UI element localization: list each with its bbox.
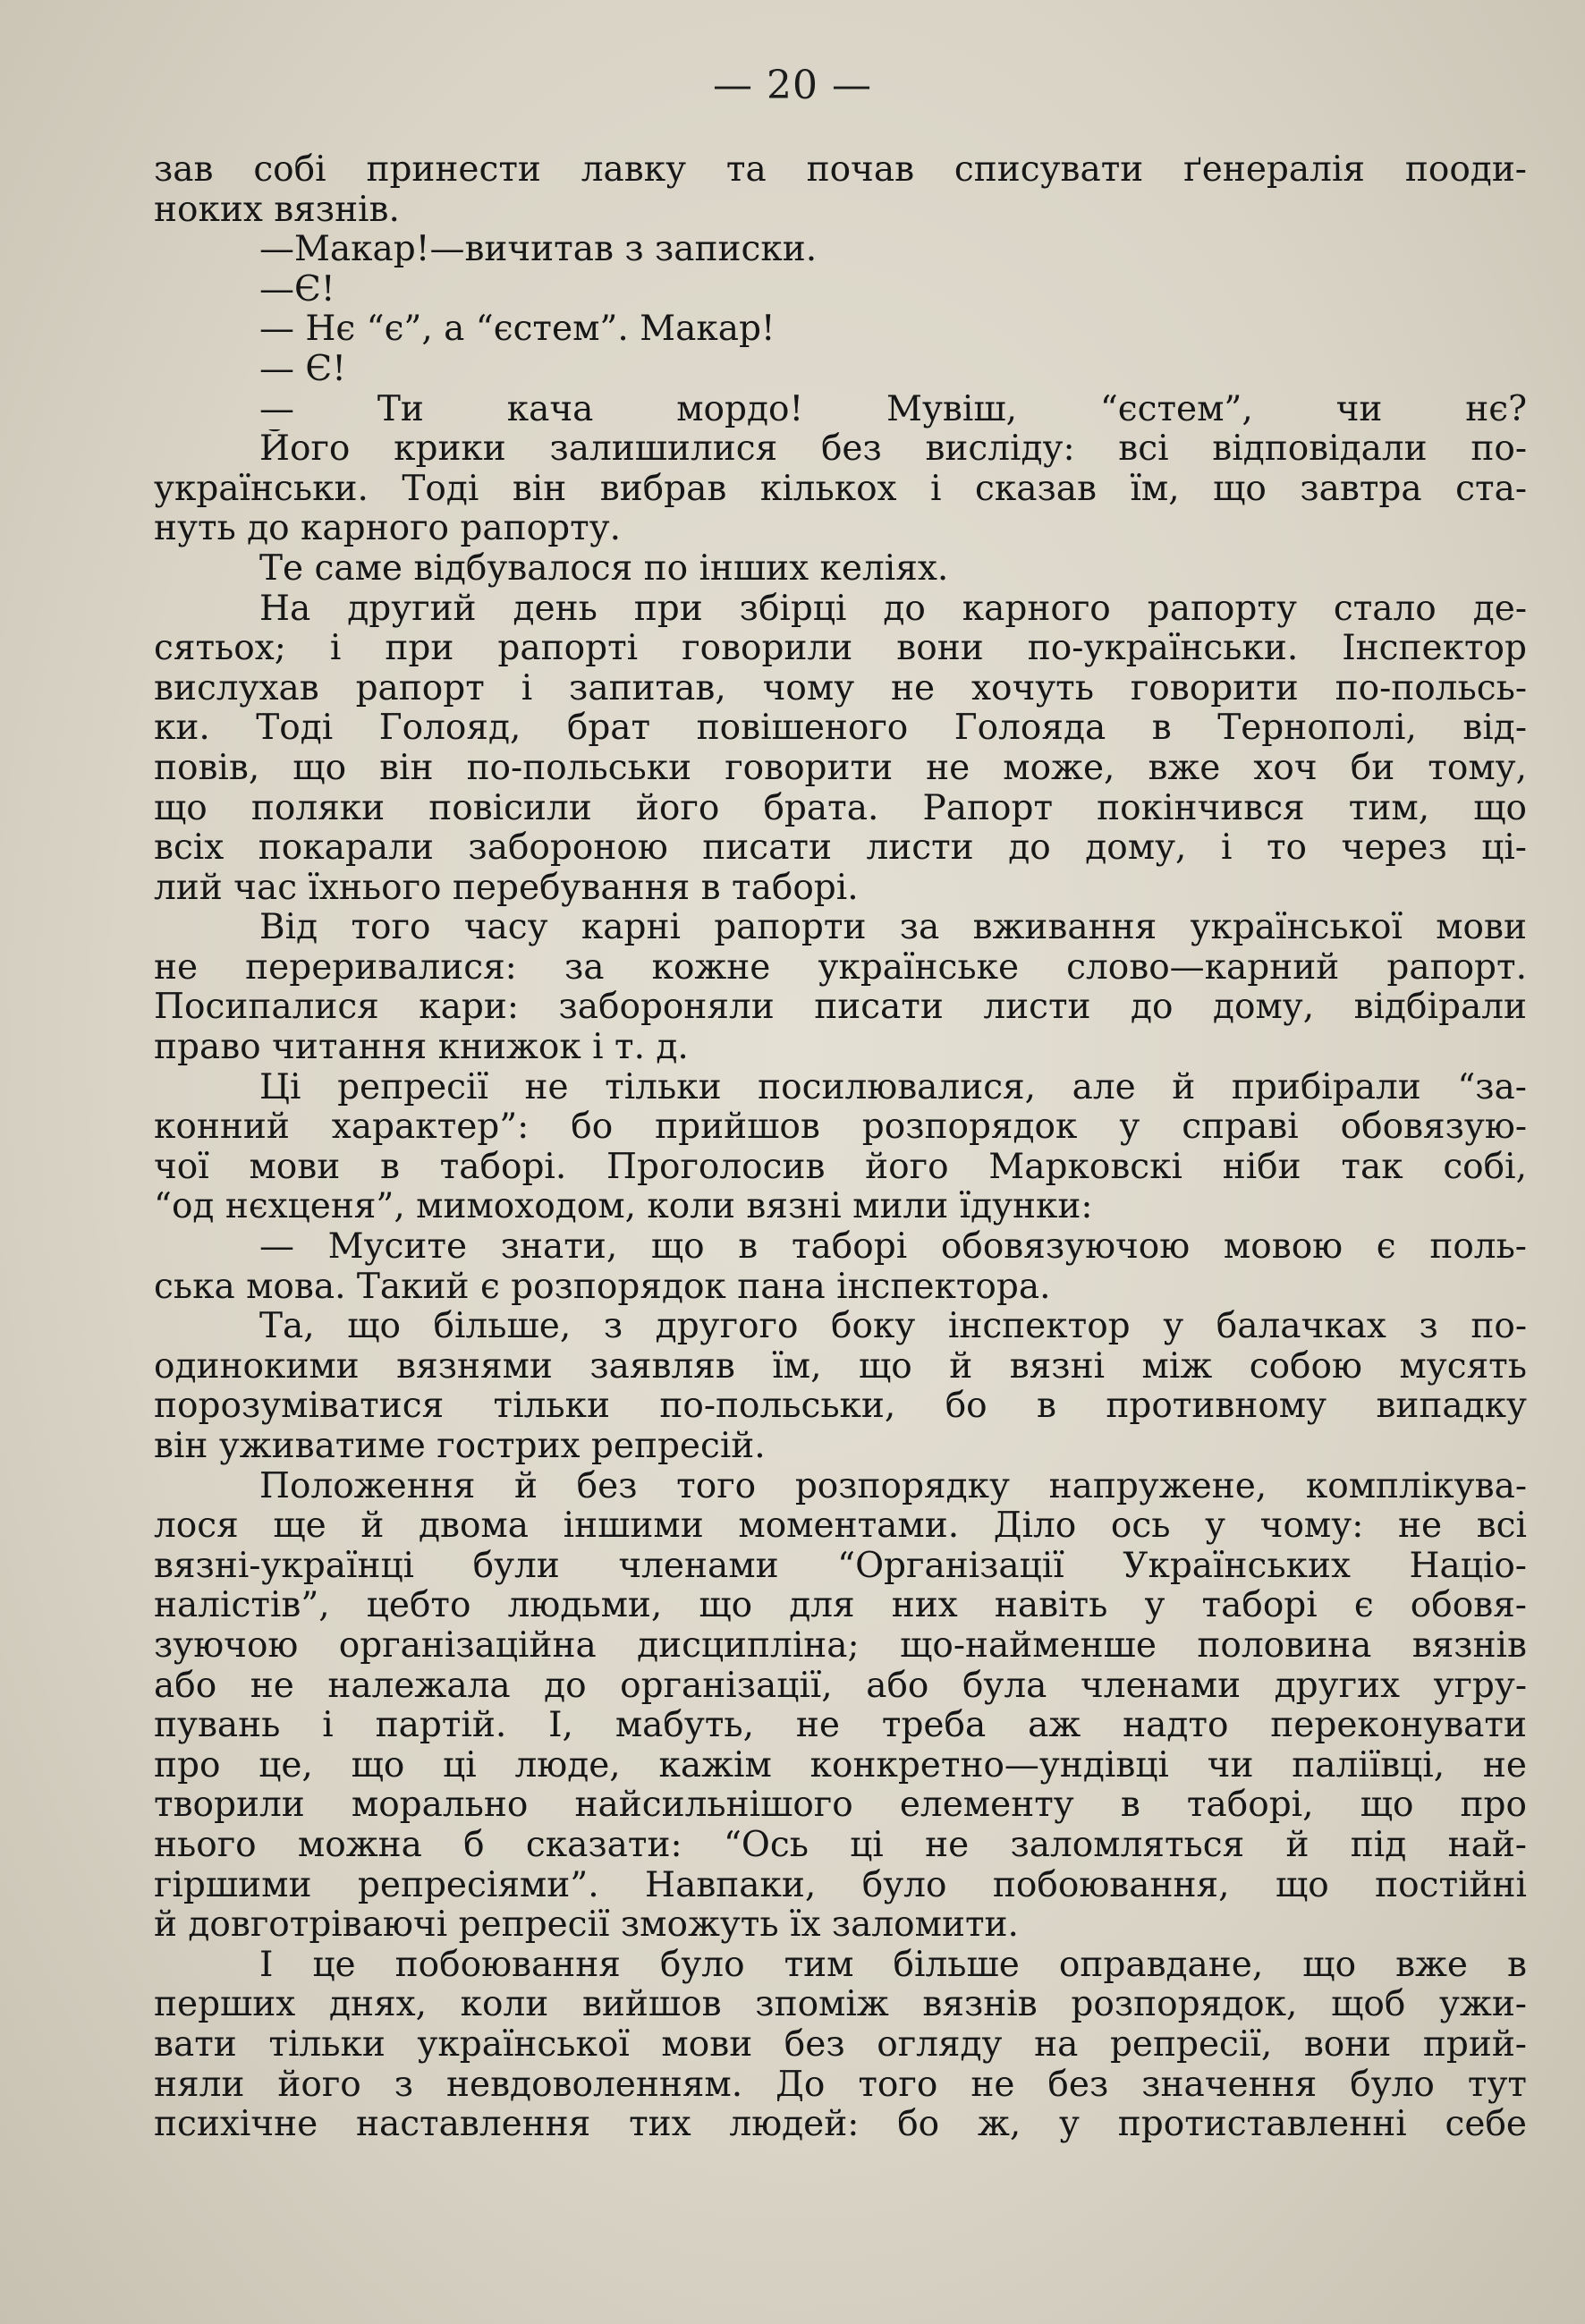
text-line: конний характер”: бо прийшов розпорядок у справі обовязую-: [154, 1107, 1527, 1148]
text-line: ки. Тоді Голояд, брат повішеного Голояда в Тернополі, від-: [154, 708, 1527, 749]
body-text: [154, 150, 1527, 2145]
text-line: вязні-українці були членами “Організації Українських Націо-: [154, 1546, 1527, 1586]
text-line: й довготріваючі репресії зможуть їх заломити.: [154, 1905, 1019, 1946]
text-line: пувань і партій. І, мабуть, не треба аж надто переконувати: [154, 1706, 1527, 1746]
text-line: вати тільки української мови без огляду на репресії, вони прий-: [154, 2024, 1527, 2065]
text-line: порозуміватися тільки по-польськи, бо в противному випадку: [154, 1387, 1527, 1427]
text-line: творили морально найсильнішого елементу в таборі, що про: [154, 1785, 1527, 1826]
text-line: Посипалися кари: забороняли писати листи до дому, відбірали: [154, 988, 1527, 1028]
text-line: — Мусите знати, що в таборі обовязуючою мовою є поль-: [259, 1227, 1527, 1268]
text-line: право читання книжок і т. д.: [154, 1028, 689, 1068]
text-line: “од нєхценя”, мимоходом, коли вязні мили їдунки:: [154, 1187, 1093, 1227]
text-line: Та, що більше, з другого боку інспектор у балачках з по-: [259, 1307, 1527, 1347]
text-line: психічне наставлення тих людей: бо ж, у протиставленні себе: [154, 2105, 1527, 2145]
text-line: вислухав рапорт і запитав, чому не хочуть говорити по-польсь-: [154, 668, 1527, 708]
text-line: ноких вязнів.: [154, 190, 400, 230]
text-line: чої мови в таборі. Проголосив його Марковскі ніби так собі,: [154, 1147, 1527, 1187]
text-line: українськи. Тоді він вибрав кількох і сказав їм, що завтра ста-: [154, 469, 1527, 509]
text-line: всіх покарали забороною писати листи до дому, і то через ці-: [154, 828, 1527, 869]
text-line: він уживатиме гострих репресій.: [154, 1427, 766, 1466]
text-line: лося ще й двома іншими моментами. Діло ось у чому: не всі: [154, 1506, 1527, 1547]
page-number: — 20 —: [713, 63, 872, 108]
text-line: не переривалися: за кожне українське слово—карний рапорт.: [154, 947, 1527, 988]
text-line: На другий день при збірці до карного рапорту стало де-: [259, 589, 1527, 629]
text-line: повів, що він по-польськи говорити не може, вже хоч би тому,: [154, 748, 1527, 788]
text-line: ська мова. Такий є розпорядок пана інспектора.: [154, 1267, 1051, 1307]
text-line: нуть до карного рапорту.: [154, 509, 621, 549]
text-line: няли його з невдоволенням. До того не без значення було тут: [154, 2065, 1527, 2105]
text-line: Те саме відбувалося по інших келіях.: [259, 548, 949, 589]
text-line: Положення й без того розпорядку напружене, комплікува-: [259, 1466, 1527, 1506]
text-line: або не належала до організації, або була членами других угру-: [154, 1666, 1527, 1706]
text-line: налістів”, цебто людьми, що для них навіть у таборі є обовя-: [154, 1586, 1527, 1626]
text-line: лий час їхнього перебування в таборі.: [154, 868, 859, 908]
text-line: Від того часу карні рапорти за вживання української мови: [259, 908, 1527, 948]
text-line: зуючою організаційна дисципліна; що-найменше половина вязнів: [154, 1625, 1527, 1666]
text-line: —Є!: [259, 269, 335, 310]
text-line: перших днях, коли вийшов зпоміж вязнів розпорядок, щоб ужи-: [154, 1985, 1527, 2025]
text-line: про це, що ці люде, кажім конкретно—ундівці чи паліївці, не: [154, 1745, 1527, 1785]
text-line: — Нє “є”, а “єстем”. Макар!: [259, 310, 776, 350]
text-line: — Є!: [259, 349, 346, 389]
text-line: гіршими репресіями”. Навпаки, було побоювання, що постійні: [154, 1865, 1527, 1905]
text-line: Його крики залишилися без висліду: всі відповідали по-: [259, 429, 1527, 470]
text-line: одинокими вязнями заявляв їм, що й вязні між собою мусять: [154, 1346, 1527, 1387]
text-line: нього можна б сказати: “Ось ці не заломляться й під най-: [154, 1825, 1527, 1865]
text-line: зав собі принести лавку та почав списувати ґенералія пооди-: [154, 150, 1527, 190]
text-line: Ці репресії не тільки посилювалися, але й прибірали “за-: [259, 1067, 1527, 1107]
text-line: сятьох; і при рапорті говорили вони по-українськи. Інспектор: [154, 629, 1527, 669]
text-line: що поляки повісили його брата. Рапорт покінчився тим, що: [154, 788, 1527, 828]
text-line: — Ти кача мордо! Мувіш, “єстем”, чи нє?: [259, 389, 1527, 429]
text-line: —Макар!—вичитав з записки.: [259, 230, 818, 270]
text-line: І це побоювання було тим більше оправдане, що вже в: [259, 1945, 1527, 1985]
